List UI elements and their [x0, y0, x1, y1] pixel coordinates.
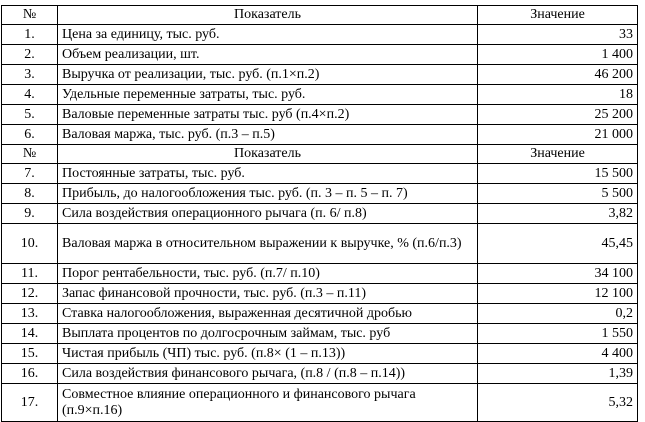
table-header-row	[2, 6, 638, 25]
indicators-table	[1, 5, 638, 422]
row-number: 12.	[2, 284, 58, 304]
table-row	[2, 304, 638, 324]
table-row	[2, 284, 638, 304]
row-value: 1,39	[478, 364, 638, 384]
row-value: 1 400	[478, 45, 638, 65]
table-row	[2, 85, 638, 105]
header-value: Значение	[478, 145, 638, 164]
row-indicator: Совместное влияние операционного и финансового рычага (п.9×п.16)	[58, 384, 478, 422]
header-indicator: Показатель	[58, 6, 478, 25]
row-indicator: Прибыль, до налогообложения тыс. руб. (п. 3 – п. 5 – п. 7)	[58, 184, 478, 204]
table-row	[2, 204, 638, 224]
header-number: №	[2, 145, 58, 164]
row-value: 5,32	[478, 384, 638, 422]
row-number: 4.	[2, 85, 58, 105]
row-number: 16.	[2, 364, 58, 384]
row-number: 10.	[2, 224, 58, 264]
table-row	[2, 164, 638, 184]
row-value: 18	[478, 85, 638, 105]
row-value: 25 200	[478, 105, 638, 125]
row-number: 11.	[2, 264, 58, 284]
header-value: Значение	[478, 6, 638, 25]
table-row	[2, 224, 638, 264]
row-indicator: Сила воздействия операционного рычага (п. 6/ п.8)	[58, 204, 478, 224]
row-value: 1 550	[478, 324, 638, 344]
row-value: 33	[478, 25, 638, 45]
row-number: 13.	[2, 304, 58, 324]
row-indicator: Порог рентабельности, тыс. руб. (п.7/ п.10)	[58, 264, 478, 284]
header-number: №	[2, 6, 58, 25]
row-number: 6.	[2, 125, 58, 145]
row-value: 21 000	[478, 125, 638, 145]
row-indicator: Чистая прибыль (ЧП) тыс. руб. (п.8× (1 – п.13))	[58, 344, 478, 364]
row-value: 15 500	[478, 164, 638, 184]
table-row	[2, 324, 638, 344]
row-value: 0,2	[478, 304, 638, 324]
table-row	[2, 184, 638, 204]
table-row	[2, 65, 638, 85]
row-value: 45,45	[478, 224, 638, 264]
row-indicator: Выручка от реализации, тыс. руб. (п.1×п.2)	[58, 65, 478, 85]
row-indicator: Выплата процентов по долгосрочным займам, тыс. руб	[58, 324, 478, 344]
row-indicator: Цена за единицу, тыс. руб.	[58, 25, 478, 45]
row-number: 7.	[2, 164, 58, 184]
row-indicator: Объем реализации, шт.	[58, 45, 478, 65]
row-value: 12 100	[478, 284, 638, 304]
row-value: 46 200	[478, 65, 638, 85]
row-indicator: Ставка налогообложения, выраженная десятичной дробью	[58, 304, 478, 324]
header-indicator: Показатель	[58, 145, 478, 164]
row-indicator: Валовая маржа в относительном выражении к выручке, % (п.6/п.3)	[58, 224, 478, 264]
row-number: 1.	[2, 25, 58, 45]
row-number: 17.	[2, 384, 58, 422]
table-row	[2, 105, 638, 125]
row-indicator: Валовые переменные затраты тыс. руб (п.4×п.2)	[58, 105, 478, 125]
row-indicator: Сила воздействия финансового рычага, (п.8 / (п.8 – п.14))	[58, 364, 478, 384]
row-number: 9.	[2, 204, 58, 224]
row-value: 3,82	[478, 204, 638, 224]
row-number: 14.	[2, 324, 58, 344]
table-row	[2, 264, 638, 284]
row-indicator: Постоянные затраты, тыс. руб.	[58, 164, 478, 184]
table-row	[2, 384, 638, 422]
row-value: 5 500	[478, 184, 638, 204]
table-row	[2, 45, 638, 65]
row-value: 34 100	[478, 264, 638, 284]
row-number: 15.	[2, 344, 58, 364]
row-number: 3.	[2, 65, 58, 85]
row-number: 5.	[2, 105, 58, 125]
row-number: 8.	[2, 184, 58, 204]
table-row	[2, 364, 638, 384]
table-row	[2, 344, 638, 364]
row-indicator: Валовая маржа, тыс. руб. (п.3 – п.5)	[58, 125, 478, 145]
row-value: 4 400	[478, 344, 638, 364]
row-indicator: Удельные переменные затраты, тыс. руб.	[58, 85, 478, 105]
table-row	[2, 125, 638, 145]
row-number: 2.	[2, 45, 58, 65]
row-indicator: Запас финансовой прочности, тыс. руб. (п.3 – п.11)	[58, 284, 478, 304]
table-row	[2, 25, 638, 45]
table-header-row	[2, 145, 638, 164]
